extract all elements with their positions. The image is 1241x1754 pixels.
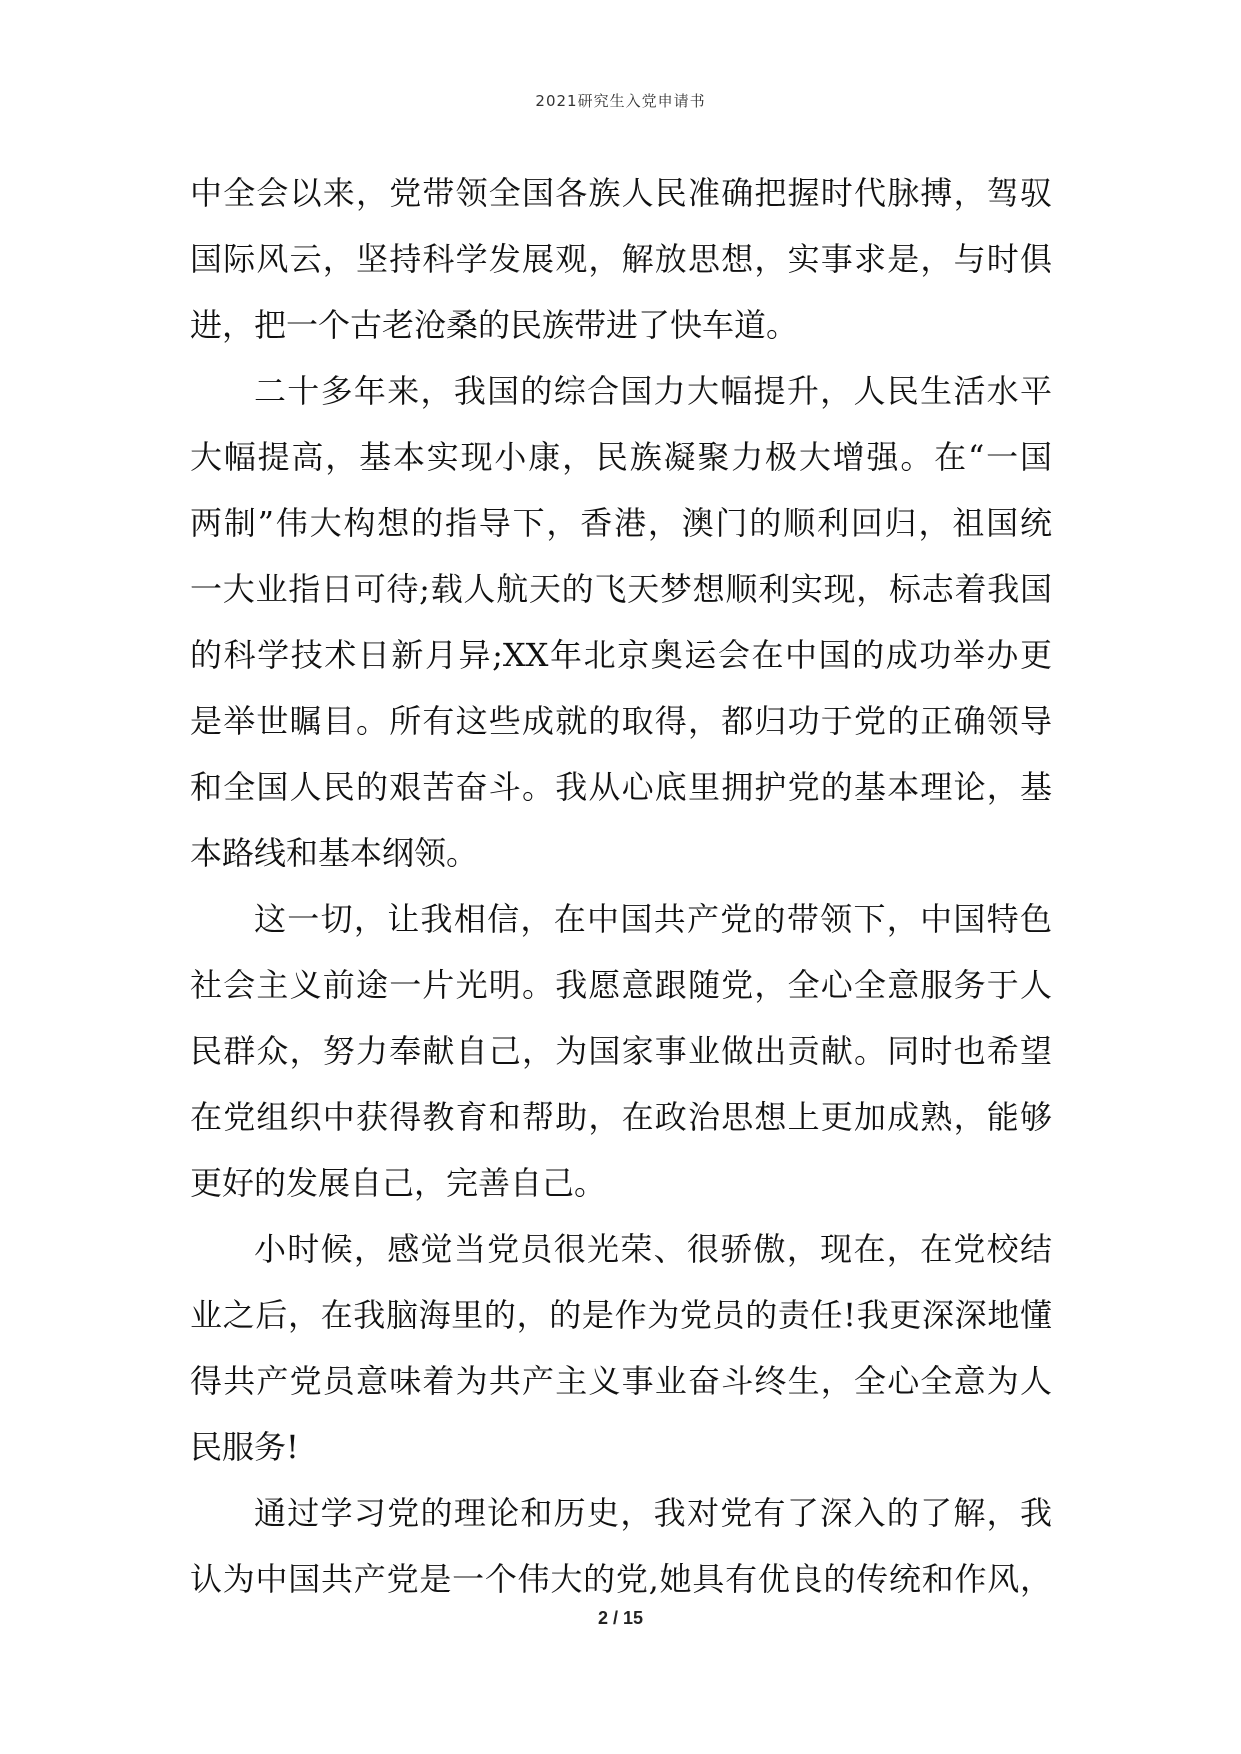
text-line: 和全国人民的艰苦奋斗。我从心底里拥护党的基本理论，基 <box>190 768 1052 806</box>
text-line: 认为中国共产党是一个伟大的党,她具有优良的传统和作风， <box>190 1560 1052 1598</box>
paragraph <box>190 358 1052 886</box>
text-line: 得共产党员意味着为共产主义事业奋斗终生，全心全意为人 <box>190 1362 1052 1400</box>
paragraph <box>190 886 1052 1216</box>
document-body <box>190 160 1052 1612</box>
text-line: 在党组织中获得教育和帮助，在政治思想上更加成熟，能够 <box>190 1098 1052 1136</box>
text-line: 中全会以来，党带领全国各族人民准确把握时代脉搏，驾驭 <box>190 174 1052 212</box>
text-line: 社会主义前途一片光明。我愿意跟随党，全心全意服务于人 <box>190 966 1052 1004</box>
text-line: 两制”伟大构想的指导下，香港，澳门的顺利回归，祖国统 <box>190 504 1052 542</box>
text-line: 小时候，感觉当党员很光荣、很骄傲，现在，在党校结 <box>254 1230 1052 1268</box>
text-line: 二十多年来，我国的综合国力大幅提升，人民生活水平 <box>254 372 1052 410</box>
text-line: 民群众，努力奉献自己，为国家事业做出贡献。同时也希望 <box>190 1032 1052 1070</box>
paragraph <box>190 1480 1052 1612</box>
page-header: 2021研究生入党申请书 <box>535 92 706 110</box>
text-line: 大幅提高，基本实现小康，民族凝聚力极大增强。在“一国 <box>190 438 1052 476</box>
text-line: 本路线和基本纲领。 <box>190 834 479 872</box>
text-line: 进，把一个古老沧桑的民族带进了快车道。 <box>190 306 799 344</box>
text-line: 民服务! <box>190 1428 299 1466</box>
paragraph <box>190 160 1052 358</box>
text-line: 业之后，在我脑海里的，的是作为党员的责任!我更深深地懂 <box>190 1296 1052 1334</box>
paragraph <box>190 1216 1052 1480</box>
text-line: 更好的发展自己，完善自己。 <box>190 1164 607 1202</box>
text-line: 一大业指日可待;载人航天的飞天梦想顺利实现，标志着我国 <box>190 570 1052 608</box>
text-line: 的科学技术日新月异;XX年北京奥运会在中国的成功举办更 <box>190 636 1052 674</box>
page-number: 2 / 15 <box>597 1608 644 1628</box>
text-line: 国际风云，坚持科学发展观，解放思想，实事求是，与时俱 <box>190 240 1052 278</box>
text-line: 是举世瞩目。所有这些成就的取得，都归功于党的正确领导 <box>190 702 1052 740</box>
text-line: 这一切，让我相信，在中国共产党的带领下，中国特色 <box>254 900 1052 938</box>
text-line: 通过学习党的理论和历史，我对党有了深入的了解，我 <box>254 1494 1052 1532</box>
